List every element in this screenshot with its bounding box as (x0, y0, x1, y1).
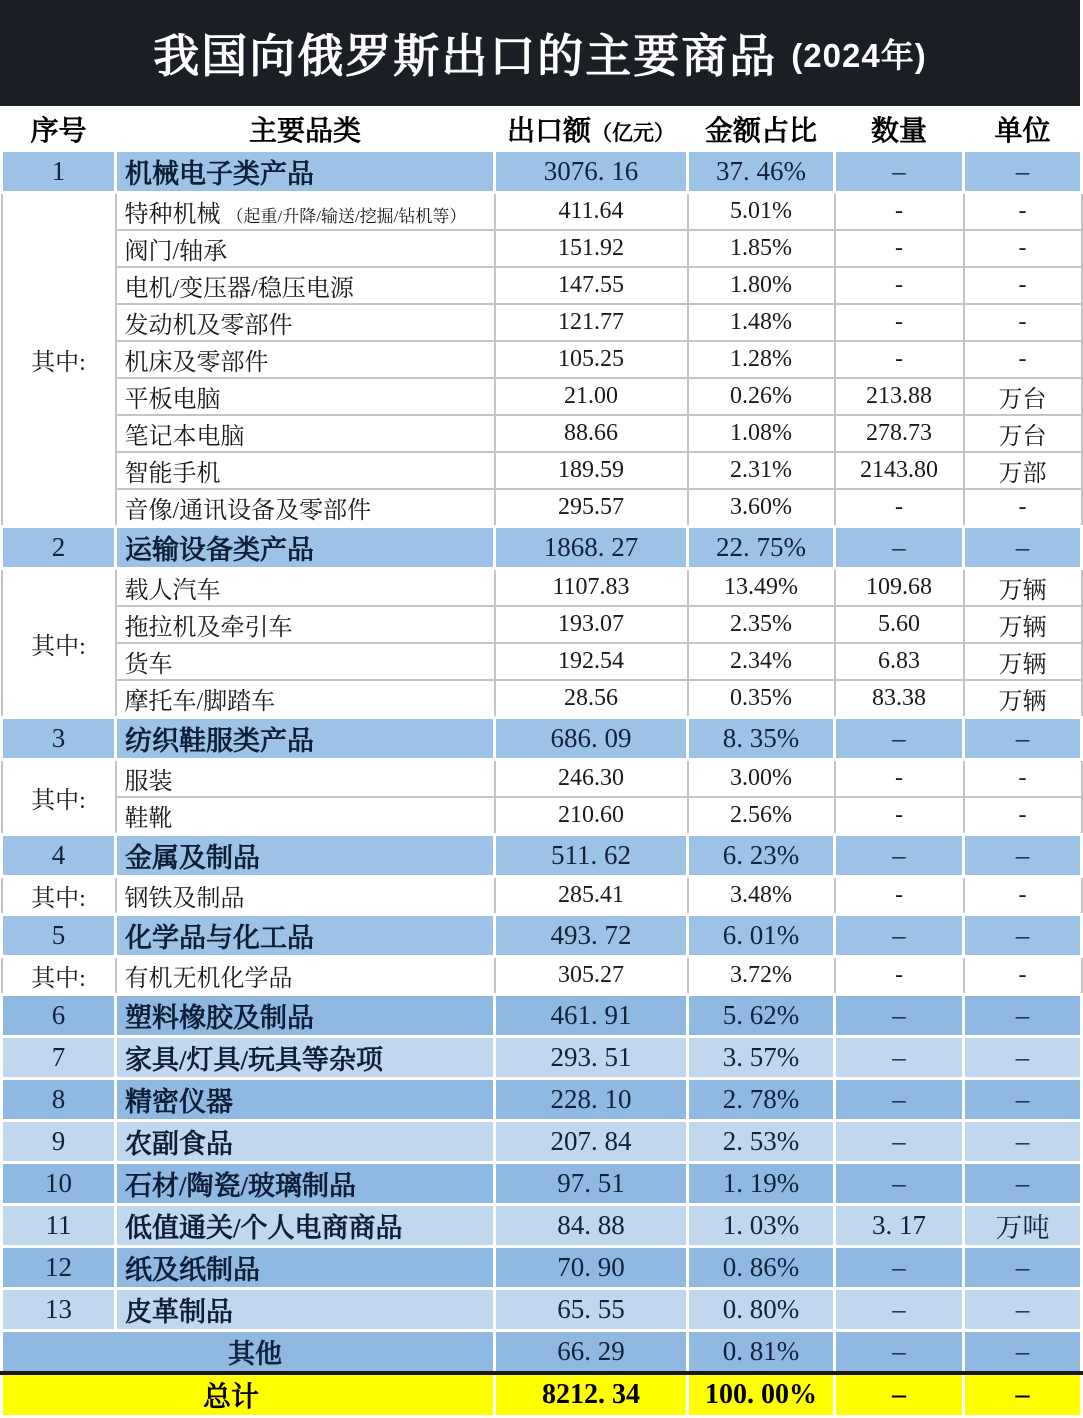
category-note: （起重/升降/输送/挖掘/钻机等） (226, 207, 467, 226)
unit-cell: 万辆 (964, 569, 1082, 607)
table-row-other (2, 1331, 1082, 1374)
qty-cell: – (835, 1037, 964, 1079)
export-cell: 1868. 27 (495, 527, 688, 569)
share-cell: 100. 00% (688, 1373, 835, 1417)
qty-cell: – (835, 1373, 964, 1417)
unit-cell: – (964, 1331, 1082, 1374)
among-label-cell: 其中: (2, 193, 116, 527)
share-cell: 2.31% (688, 452, 835, 489)
category-cell: 载人汽车 (116, 569, 495, 607)
unit-cell: – (964, 915, 1082, 957)
seq-cell: 8 (2, 1079, 116, 1121)
export-cell: 66. 29 (495, 1331, 688, 1374)
category-cell: 石材/陶瓷/玻璃制品 (116, 1163, 495, 1205)
share-cell: 2. 53% (688, 1121, 835, 1163)
table-row (2, 680, 1082, 718)
table-row-category-2 (2, 527, 1082, 569)
share-cell: 3. 57% (688, 1037, 835, 1079)
share-cell: 6. 23% (688, 835, 835, 877)
among-label-cell: 其中: (2, 957, 116, 995)
export-cell: 293. 51 (495, 1037, 688, 1079)
share-cell: 3.48% (688, 877, 835, 915)
qty-cell: 2143.80 (835, 452, 964, 489)
qty-cell: – (835, 1289, 964, 1331)
table-row (2, 230, 1082, 267)
table-row-category-1 (2, 151, 1082, 193)
unit-cell: – (964, 1121, 1082, 1163)
seq-cell: 9 (2, 1121, 116, 1163)
table-row (2, 378, 1082, 415)
header-export (495, 108, 688, 151)
qty-cell: 5.60 (835, 606, 964, 643)
unit-cell: 万台 (964, 378, 1082, 415)
share-cell: 3.60% (688, 489, 835, 527)
table-row-total (2, 1373, 1082, 1417)
unit-cell: - (964, 193, 1082, 231)
table-row-category-13 (2, 1289, 1082, 1331)
export-cell: 285.41 (495, 877, 688, 915)
qty-cell: – (835, 718, 964, 760)
export-cell: 207. 84 (495, 1121, 688, 1163)
header-export-label: 出口额 (506, 116, 591, 147)
qty-cell: - (835, 760, 964, 798)
among-label-cell: 其中: (2, 569, 116, 718)
table-row-category-6 (2, 995, 1082, 1037)
total-label-cell: 总计 (2, 1373, 495, 1417)
share-cell: 22. 75% (688, 527, 835, 569)
seq-cell: 1 (2, 151, 116, 193)
share-cell: 8. 35% (688, 718, 835, 760)
unit-cell: – (964, 1247, 1082, 1289)
export-cell: 3076. 16 (495, 151, 688, 193)
category-cell: 智能手机 (116, 452, 495, 489)
category-cell: 摩托车/脚踏车 (116, 680, 495, 718)
share-cell: 1.80% (688, 267, 835, 304)
table-row (2, 489, 1082, 527)
header-row (2, 108, 1082, 151)
share-cell: 1.85% (688, 230, 835, 267)
qty-cell: - (835, 877, 964, 915)
qty-cell: - (835, 957, 964, 995)
category-cell: 有机无机化学品 (116, 957, 495, 995)
qty-cell: - (835, 304, 964, 341)
header-category: 主要品类 (116, 108, 495, 151)
share-cell: 2.56% (688, 797, 835, 835)
share-cell: 0. 80% (688, 1289, 835, 1331)
qty-cell: - (835, 230, 964, 267)
table-row (2, 957, 1082, 995)
qty-cell: 83.38 (835, 680, 964, 718)
header-unit: 单位 (964, 108, 1082, 151)
export-cell: 210.60 (495, 797, 688, 835)
category-cell: 精密仪器 (116, 1079, 495, 1121)
seq-cell: 3 (2, 718, 116, 760)
share-cell: 0.35% (688, 680, 835, 718)
share-cell: 1. 03% (688, 1205, 835, 1247)
share-cell: 1.08% (688, 415, 835, 452)
category-cell: 农副食品 (116, 1121, 495, 1163)
category-cell: 拖拉机及牵引车 (116, 606, 495, 643)
unit-cell: – (964, 151, 1082, 193)
export-cell: 1107.83 (495, 569, 688, 607)
table-row-category-4 (2, 835, 1082, 877)
category-cell: 阀门/轴承 (116, 230, 495, 267)
unit-cell: 万部 (964, 452, 1082, 489)
unit-cell: - (964, 797, 1082, 835)
export-cell: 147.55 (495, 267, 688, 304)
category-cell: 其他 (2, 1331, 495, 1374)
table-row (2, 193, 1082, 231)
category-cell: 机械电子类产品 (116, 151, 495, 193)
qty-cell: 213.88 (835, 378, 964, 415)
header-qty: 数量 (835, 108, 964, 151)
category-cell: 音像/通讯设备及零部件 (116, 489, 495, 527)
seq-cell: 5 (2, 915, 116, 957)
table-row (2, 797, 1082, 835)
table-row (2, 415, 1082, 452)
share-cell: 3.72% (688, 957, 835, 995)
unit-cell: - (964, 230, 1082, 267)
category-cell: 笔记本电脑 (116, 415, 495, 452)
export-cell: 295.57 (495, 489, 688, 527)
category-cell: 钢铁及制品 (116, 877, 495, 915)
qty-cell: – (835, 915, 964, 957)
table-row (2, 569, 1082, 607)
table-row-category-8 (2, 1079, 1082, 1121)
page-title (0, 0, 1080, 106)
qty-cell: - (835, 193, 964, 231)
seq-cell: 11 (2, 1205, 116, 1247)
table-row (2, 606, 1082, 643)
share-cell: 2. 78% (688, 1079, 835, 1121)
table-row-category-7 (2, 1037, 1082, 1079)
page-title-text: 我国向俄罗斯出口的主要商品 (153, 30, 778, 82)
export-cell: 65. 55 (495, 1289, 688, 1331)
share-cell: 5. 62% (688, 995, 835, 1037)
share-cell: 2.35% (688, 606, 835, 643)
share-cell: 0. 81% (688, 1331, 835, 1374)
share-cell: 0.26% (688, 378, 835, 415)
export-cell: 8212. 34 (495, 1373, 688, 1417)
category-cell: 纺织鞋服类产品 (116, 718, 495, 760)
export-cell: 305.27 (495, 957, 688, 995)
among-label-cell: 其中: (2, 877, 116, 915)
share-cell: 37. 46% (688, 151, 835, 193)
unit-cell: 万台 (964, 415, 1082, 452)
category-cell: 电机/变压器/稳压电源 (116, 267, 495, 304)
unit-cell: – (964, 1373, 1082, 1417)
unit-cell: 万吨 (964, 1205, 1082, 1247)
category-cell: 运输设备类产品 (116, 527, 495, 569)
qty-cell: - (835, 341, 964, 378)
unit-cell: 万辆 (964, 606, 1082, 643)
unit-cell: - (964, 957, 1082, 995)
seq-cell: 7 (2, 1037, 116, 1079)
seq-cell: 10 (2, 1163, 116, 1205)
unit-cell: – (964, 527, 1082, 569)
unit-cell: 万辆 (964, 643, 1082, 680)
unit-cell: – (964, 1079, 1082, 1121)
qty-cell: – (835, 1247, 964, 1289)
among-label-cell: 其中: (2, 760, 116, 835)
seq-cell: 12 (2, 1247, 116, 1289)
qty-cell: - (835, 489, 964, 527)
unit-cell: – (964, 1163, 1082, 1205)
unit-cell: – (964, 835, 1082, 877)
export-cell: 511. 62 (495, 835, 688, 877)
table-row-category-12 (2, 1247, 1082, 1289)
unit-cell: - (964, 341, 1082, 378)
category-cell (116, 193, 495, 231)
category-cell: 货车 (116, 643, 495, 680)
table-row (2, 877, 1082, 915)
unit-cell: – (964, 718, 1082, 760)
category-text: 特种机械 (124, 202, 221, 228)
qty-cell: – (835, 527, 964, 569)
qty-cell: – (835, 835, 964, 877)
share-cell: 13.49% (688, 569, 835, 607)
header-export-unit: （亿元） (591, 121, 675, 145)
table-row-category-9 (2, 1121, 1082, 1163)
qty-cell: – (835, 151, 964, 193)
qty-cell: 278.73 (835, 415, 964, 452)
export-cell: 192.54 (495, 643, 688, 680)
seq-cell: 2 (2, 527, 116, 569)
share-cell: 3.00% (688, 760, 835, 798)
qty-cell: – (835, 1121, 964, 1163)
unit-cell: 万辆 (964, 680, 1082, 718)
export-cell: 493. 72 (495, 915, 688, 957)
export-cell: 97. 51 (495, 1163, 688, 1205)
category-cell: 家具/灯具/玩具等杂项 (116, 1037, 495, 1079)
category-cell: 平板电脑 (116, 378, 495, 415)
seq-cell: 6 (2, 995, 116, 1037)
unit-cell: – (964, 1289, 1082, 1331)
exports-table (0, 106, 1083, 1418)
page-title-year: (2024年) (791, 36, 927, 74)
export-cell: 70. 90 (495, 1247, 688, 1289)
header-share: 金额占比 (688, 108, 835, 151)
header-seq: 序号 (2, 108, 116, 151)
share-cell: 6. 01% (688, 915, 835, 957)
category-cell: 机床及零部件 (116, 341, 495, 378)
qty-cell: - (835, 267, 964, 304)
export-cell: 121.77 (495, 304, 688, 341)
category-cell: 皮革制品 (116, 1289, 495, 1331)
export-cell: 461. 91 (495, 995, 688, 1037)
export-cell: 151.92 (495, 230, 688, 267)
table-row (2, 452, 1082, 489)
share-cell: 1.28% (688, 341, 835, 378)
qty-cell: – (835, 1079, 964, 1121)
export-cell: 105.25 (495, 341, 688, 378)
category-cell: 金属及制品 (116, 835, 495, 877)
qty-cell: – (835, 1331, 964, 1374)
export-cell: 84. 88 (495, 1205, 688, 1247)
share-cell: 0. 86% (688, 1247, 835, 1289)
qty-cell: 3. 17 (835, 1205, 964, 1247)
table-row (2, 341, 1082, 378)
qty-cell: - (835, 797, 964, 835)
qty-cell: – (835, 1163, 964, 1205)
unit-cell: – (964, 995, 1082, 1037)
seq-cell: 4 (2, 835, 116, 877)
share-cell: 2.34% (688, 643, 835, 680)
export-cell: 686. 09 (495, 718, 688, 760)
table-row (2, 267, 1082, 304)
qty-cell: – (835, 995, 964, 1037)
table-row-category-10 (2, 1163, 1082, 1205)
category-cell: 化学品与化工品 (116, 915, 495, 957)
unit-cell: – (964, 1037, 1082, 1079)
table-row-category-3 (2, 718, 1082, 760)
table-row-category-11 (2, 1205, 1082, 1247)
export-cell: 193.07 (495, 606, 688, 643)
share-cell: 5.01% (688, 193, 835, 231)
category-cell: 纸及纸制品 (116, 1247, 495, 1289)
table-row-category-5 (2, 915, 1082, 957)
category-cell: 塑料橡胶及制品 (116, 995, 495, 1037)
export-cell: 28.56 (495, 680, 688, 718)
qty-cell: 6.83 (835, 643, 964, 680)
export-cell: 411.64 (495, 193, 688, 231)
qty-cell: 109.68 (835, 569, 964, 607)
export-cell: 88.66 (495, 415, 688, 452)
category-cell: 低值通关/个人电商商品 (116, 1205, 495, 1247)
export-cell: 189.59 (495, 452, 688, 489)
share-cell: 1. 19% (688, 1163, 835, 1205)
export-cell: 246.30 (495, 760, 688, 798)
share-cell: 1.48% (688, 304, 835, 341)
category-cell: 鞋靴 (116, 797, 495, 835)
table-row (2, 304, 1082, 341)
export-cell: 228. 10 (495, 1079, 688, 1121)
table-row (2, 643, 1082, 680)
unit-cell: - (964, 267, 1082, 304)
export-cell: 21.00 (495, 378, 688, 415)
table-row (2, 760, 1082, 798)
unit-cell: - (964, 304, 1082, 341)
unit-cell: - (964, 760, 1082, 798)
seq-cell: 13 (2, 1289, 116, 1331)
category-cell: 发动机及零部件 (116, 304, 495, 341)
category-cell: 服装 (116, 760, 495, 798)
unit-cell: - (964, 489, 1082, 527)
unit-cell: - (964, 877, 1082, 915)
